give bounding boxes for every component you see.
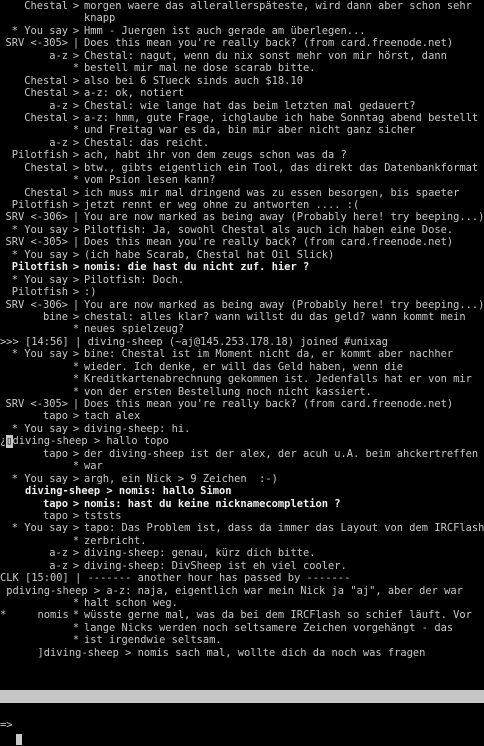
chat-separator: * <box>72 460 80 473</box>
chat-separator: > <box>72 497 80 510</box>
chat-separator: * <box>72 534 80 547</box>
chat-separator: | <box>72 236 80 249</box>
chat-separator: > <box>72 348 80 361</box>
chat-line <box>0 647 484 659</box>
chat-message: diving-sheep: DivSheep ist eh viel cooler. <box>84 559 347 572</box>
chat-separator: > <box>72 547 80 560</box>
chat-line <box>0 585 484 597</box>
chat-line <box>0 510 484 522</box>
chat-message: a-z: hmm, gute Frage, ichglaube ich habe Sonntag abend bestellt <box>84 111 479 124</box>
chat-separator: | <box>72 298 80 311</box>
chat-message: ist irgendwie seltsam. <box>84 634 222 647</box>
chat-nick: Pilotfish <box>11 149 68 162</box>
chat-message: a-z: ok, notiert <box>84 87 185 100</box>
chat-nick: Pilotfish <box>11 261 68 274</box>
chat-separator: > <box>72 509 80 522</box>
chat-line <box>0 62 484 74</box>
chat-message: also bei 6 STueck sinds auch $18.10 <box>84 74 303 87</box>
chat-nick: * You say <box>11 522 68 535</box>
chat-message: You are now marked as being away (Probably here! try beeping...) <box>84 211 484 224</box>
chat-separator: * <box>72 323 80 336</box>
chat-nick: bine <box>42 310 68 323</box>
chat-separator: > <box>72 24 80 37</box>
client-status: IRC-Flash (no lag) <box>367 716 480 728</box>
chat-line <box>0 299 484 311</box>
chat-message: der diving-sheep ist der alex, der acuh u.A. beim ahckertreffen <box>84 447 479 460</box>
chat-line <box>0 622 484 634</box>
chat-separator: > <box>72 223 80 236</box>
chat-nick: * You say <box>11 24 68 37</box>
chat-nick: * You say <box>11 348 68 361</box>
chat-line <box>0 448 484 460</box>
chat-line <box>0 323 484 335</box>
chat-message: Does this mean you're really back? (from card.freenode.net) <box>84 236 454 249</box>
chat-message: Pilotfish: Doch. <box>84 273 185 286</box>
chat-message: neues spielzeug? <box>84 323 185 336</box>
chat-line-text <box>0 647 484 659</box>
chat-separator: * <box>72 124 80 137</box>
chat-line <box>0 460 484 472</box>
chat-message: und Freitag war es da, bin mir aber nicht ganz sicher <box>84 124 416 137</box>
chat-line <box>0 174 484 186</box>
chat-message: wieder. Ich denke, er will das Geld haben, wenn die <box>84 360 404 373</box>
message-input[interactable] <box>16 732 484 746</box>
chat-message: :) <box>84 286 97 299</box>
chat-message: war <box>84 460 103 473</box>
chat-line <box>0 261 484 273</box>
chat-message: ich muss mir mal dringend was zu essen besorgen, bis spaeter <box>84 186 460 199</box>
chat-line <box>0 0 484 12</box>
chat-line <box>0 560 484 572</box>
chat-line-content: diving-sheep > nomis: hallo Simon <box>0 485 232 498</box>
chat-nick: a-z <box>49 136 68 149</box>
chat-line <box>0 249 484 261</box>
chat-line <box>0 386 484 398</box>
chat-line <box>0 274 484 286</box>
chat-separator: > <box>72 87 80 100</box>
garbled-glyph: ▯ <box>6 435 13 448</box>
chat-separator: * <box>72 360 80 373</box>
chat-message: Chestal: das reicht. <box>84 136 210 149</box>
chat-line <box>0 211 484 223</box>
chat-message: Does this mean you're really back? (from card.freenode.net) <box>84 398 454 410</box>
chat-separator: > <box>72 422 80 435</box>
chat-separator: > <box>72 199 80 211</box>
chat-separator: > <box>72 161 80 174</box>
chat-line <box>0 112 484 124</box>
chat-message: Hmm - Juergen ist auch gerade am überlegen... <box>84 24 366 37</box>
chat-line-content: CLK [15:00] | ------- another hour has passed by ------- <box>0 572 351 585</box>
chat-separator: > <box>72 99 80 112</box>
chat-nick: * You say <box>11 248 68 261</box>
chat-nick: * You say <box>11 422 68 435</box>
chat-line <box>0 572 484 584</box>
input-prompt: => <box>0 719 13 731</box>
chat-message: btw., gibts eigentlich ein Tool, das direkt das Datenbankformat <box>84 161 479 174</box>
chat-nick: Chestal <box>24 0 68 12</box>
chat-message: nomis: hast du keine nicknamecompletion ? <box>84 497 341 510</box>
chat-separator: > <box>72 273 80 286</box>
status-bar <box>0 690 484 728</box>
chat-message: von der ersten Bestellung noch nicht kassiert. <box>84 385 372 398</box>
chat-separator: > <box>72 447 80 460</box>
chat-nick: a-z <box>49 99 68 112</box>
chat-separator: | <box>72 398 80 410</box>
chat-message: morgen waere das allerallerspäteste, wird dann aber schon sehr <box>84 0 472 12</box>
chat-nick: Chestal <box>24 87 68 100</box>
chat-message: (ich habe Scarab, Chestal hat Oil Slick) <box>84 248 335 261</box>
chat-separator: > <box>72 49 80 62</box>
chat-line <box>0 75 484 87</box>
chat-line-text <box>0 435 484 447</box>
chat-separator: > <box>72 248 80 261</box>
chat-line <box>0 498 484 510</box>
chat-separator: * <box>72 597 80 609</box>
chat-message: vom Psion lesen kann? <box>84 174 216 187</box>
chat-line <box>0 435 484 447</box>
chat-nick: Pilotfish <box>11 286 68 299</box>
chat-nick: * You say <box>11 273 68 286</box>
chat-line <box>0 149 484 161</box>
chat-line <box>0 410 484 422</box>
chat-line <box>0 25 484 37</box>
chat-separator: * <box>72 385 80 398</box>
chat-line <box>0 199 484 211</box>
chat-separator: > <box>72 111 80 124</box>
chat-separator: > <box>72 310 80 323</box>
chat-separator: > <box>72 286 80 299</box>
chat-line <box>0 348 484 360</box>
chat-message: chestal: alles klar? wann willst du das geld? wann kommt mein <box>84 310 466 323</box>
chat-message: tach alex <box>84 410 141 423</box>
chat-separator: > <box>72 559 80 572</box>
chat-line <box>0 37 484 49</box>
chat-line <box>0 634 484 646</box>
chat-separator: > <box>72 410 80 423</box>
chat-line-text <box>0 485 484 497</box>
chat-line <box>0 398 484 410</box>
chat-message: argh, ein Nick > 9 Zeichen :-) <box>84 472 278 485</box>
chat-message: Kreditkartenabrechnung gekommen ist. Jedenfalls hat er von mir <box>84 373 472 386</box>
chat-line-text <box>0 336 484 348</box>
chat-nick: SRV <-305> <box>5 236 68 249</box>
chat-nick: tapo <box>42 447 68 460</box>
chat-message: diving-sheep: hi. <box>84 422 191 435</box>
chat-separator: | <box>72 211 80 224</box>
chat-nick: Chestal <box>24 186 68 199</box>
chat-line <box>0 373 484 385</box>
chat-message: lange Nicks werden noch seltsamere Zeichen vorgehängt - das <box>84 621 454 634</box>
chat-nick: SRV <-306> <box>5 298 68 311</box>
garbled-prefix: ¿ <box>0 435 7 448</box>
chat-line-text <box>0 572 484 584</box>
chat-nick: * nomis <box>0 609 69 622</box>
chat-separator: > <box>72 74 80 87</box>
chat-line-text <box>0 585 484 597</box>
chat-separator: * <box>72 634 80 647</box>
chat-separator: * <box>72 373 80 386</box>
chat-message: tapo: Das Problem ist, dass da immer das Layout von dem IRCFlash <box>84 522 484 535</box>
chat-separator: > <box>72 136 80 149</box>
chat-line <box>0 286 484 298</box>
chat-line <box>0 162 484 174</box>
chat-message: Does this mean you're really back? (from card.freenode.net) <box>84 37 454 50</box>
chat-separator: * <box>72 609 80 622</box>
chat-line-content: pdiving-sheep > a-z: naja, eigentlich war mein Nick ja "aj", aber der war <box>0 584 463 597</box>
chat-line <box>0 124 484 136</box>
chat-separator: > <box>72 472 80 485</box>
chat-line <box>0 485 484 497</box>
chat-separator: > <box>72 149 80 162</box>
chat-nick: a-z <box>49 559 68 572</box>
chat-line <box>0 50 484 62</box>
chat-line <box>0 311 484 323</box>
chat-line <box>0 547 484 559</box>
chat-message: Pilotfish: Ja, sowohl Chestal als auch ich haben eine Dose. <box>84 223 454 236</box>
chat-line <box>0 535 484 547</box>
chat-message: Chestal: nagut, wenn du nix sonst mehr von mir hörst, dann <box>84 49 447 62</box>
chat-message: ach, habt ihr von dem zeugs schon was da ? <box>84 149 347 162</box>
chat-nick: * You say <box>11 223 68 236</box>
text-cursor <box>16 734 22 745</box>
chat-nick: Chestal <box>24 74 68 87</box>
status-info: 15:02 @nomis in #unixag (+nt) (13) <box>2 703 215 715</box>
chat-line <box>0 100 484 112</box>
chat-line <box>0 423 484 435</box>
chat-nick: SRV <-305> <box>5 398 68 410</box>
chat-nick: a-z <box>49 547 68 560</box>
chat-message: wüsste gerne mal, was da bei dem IRCFlash so schief läuft. Vor <box>84 609 472 622</box>
chat-separator: * <box>72 62 80 75</box>
chat-message: jetzt rennt er weg ohne zu antworten .... :( <box>84 199 360 211</box>
chat-line-content: ]diving-sheep > nomis sach mal, wollte dich da noch was fragen <box>0 646 426 659</box>
chat-message: zerbricht. <box>84 534 147 547</box>
chat-message: knapp <box>84 12 116 25</box>
chat-message: You are now marked as being away (Probably here! try beeping...) <box>84 298 484 311</box>
chat-nick: tapo <box>42 497 68 510</box>
chat-line <box>0 224 484 236</box>
chat-nick: Chestal <box>24 161 68 174</box>
chat-line-content: >>> [14:56] | diving-sheep (~aj@145.253.178.18) joined #unixag <box>0 335 388 348</box>
chat-nick: Pilotfish <box>11 199 68 211</box>
chat-nick: a-z <box>49 49 68 62</box>
chat-separator: > <box>72 0 80 12</box>
chat-nick: * You say <box>11 472 68 485</box>
chat-separator: > <box>72 522 80 535</box>
chat-separator: | <box>72 37 80 50</box>
chat-message: Chestal: wie lange hat das beim letzten mal gedauert? <box>84 99 416 112</box>
chat-separator: > <box>72 261 80 274</box>
chat-line <box>0 87 484 99</box>
chat-line <box>0 473 484 485</box>
chat-line-content: diving-sheep > hallo topo <box>12 435 169 448</box>
chat-line <box>0 236 484 248</box>
chat-nick: tapo <box>42 509 68 522</box>
chat-line <box>0 12 484 24</box>
chat-line <box>0 522 484 534</box>
chat-line <box>0 336 484 348</box>
chat-message: bestell mir mal ne dose scarab bitte. <box>84 62 316 75</box>
chat-message: diving-sheep: genau, kürz dich bitte. <box>84 547 316 560</box>
chat-line <box>0 609 484 621</box>
chat-separator: * <box>72 174 80 187</box>
chat-nick: SRV <-305> <box>5 37 68 50</box>
chat-message: bine: Chestal ist im Moment nicht da, er kommt aber nachher <box>84 348 454 361</box>
chat-separator: > <box>72 186 80 199</box>
chat-message: tststs <box>84 509 122 522</box>
chat-line <box>0 361 484 373</box>
chat-line <box>0 137 484 149</box>
chat-line <box>0 187 484 199</box>
chat-message: halt schon weg. <box>84 597 178 609</box>
chat-nick: tapo <box>42 410 68 423</box>
chat-message: nomis: die hast du nicht zuf. hier ? <box>84 261 310 274</box>
chat-separator: * <box>72 621 80 634</box>
chat-nick: Chestal <box>24 111 68 124</box>
chat-nick: SRV <-306> <box>5 211 68 224</box>
chat-line <box>0 597 484 609</box>
